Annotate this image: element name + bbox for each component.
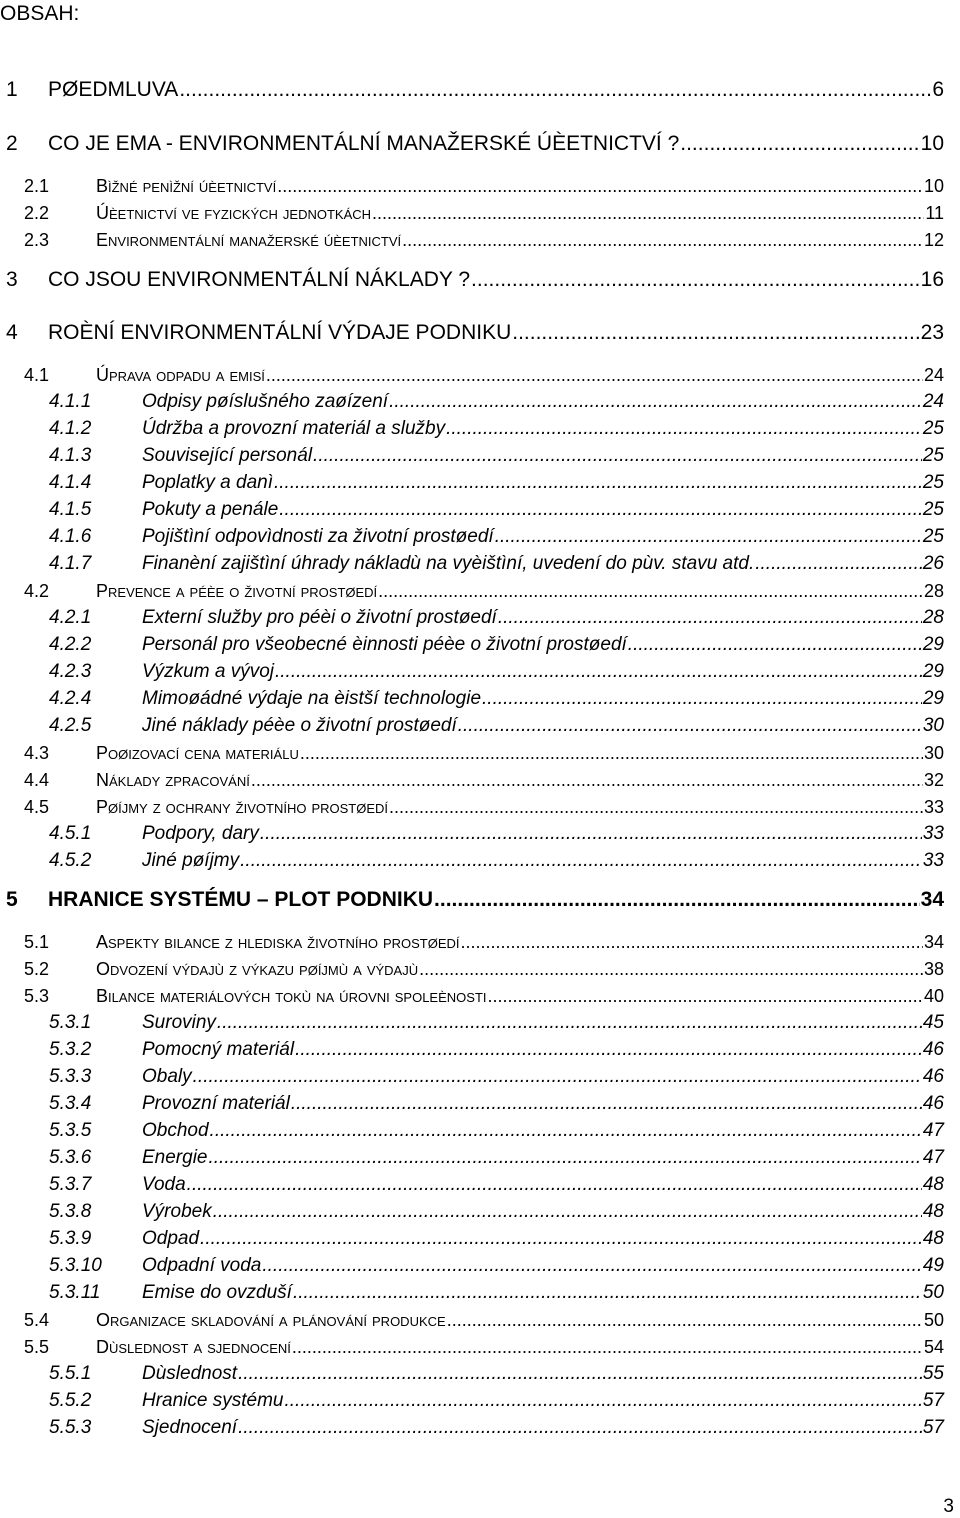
entry-page: 33 xyxy=(922,850,944,871)
entry-page: 34 xyxy=(923,932,944,952)
entry-number: 4.4 xyxy=(24,770,50,790)
entry-title: Obaly xyxy=(142,1066,192,1087)
entry-number: 5.3.6 xyxy=(49,1147,92,1168)
entry-number: 5.2 xyxy=(24,959,50,979)
entry-page: 28 xyxy=(923,581,944,601)
entry-title: Externí služby pro péèi o životní prostøedí xyxy=(142,607,497,628)
entry-page: 28 xyxy=(922,607,944,628)
entry-page: 16 xyxy=(920,268,944,291)
entry-page: 30 xyxy=(922,715,944,736)
leader-dots xyxy=(251,767,923,793)
entry-title: Úprava odpadu a emisí xyxy=(96,365,265,385)
leader-dots xyxy=(458,713,922,739)
leader-dots xyxy=(292,1334,923,1360)
entry-number: 5 xyxy=(6,888,18,911)
entry-page: 24 xyxy=(922,391,944,412)
entry-page: 54 xyxy=(923,1337,944,1357)
entry-number: 4.1.4 xyxy=(49,472,92,493)
entry-number: 5.3.1 xyxy=(49,1012,92,1033)
entry-title: Dùslednost xyxy=(142,1363,238,1384)
leader-dots xyxy=(277,173,923,199)
entry-title: Související personál xyxy=(142,445,313,466)
entry-number: 4.1.3 xyxy=(49,445,92,466)
page-number: 3 xyxy=(943,1496,954,1517)
leader-dots xyxy=(238,1415,922,1441)
leader-dots xyxy=(295,1037,922,1063)
entry-number: 5.3.11 xyxy=(49,1282,101,1303)
entry-number: 5.3.7 xyxy=(49,1174,92,1195)
leader-dots xyxy=(434,887,920,913)
entry-title: Emise do ovzduší xyxy=(142,1282,292,1303)
entry-number: 4.1.7 xyxy=(49,553,92,574)
leader-dots xyxy=(210,1118,922,1144)
entry-number: 5.3.2 xyxy=(49,1039,92,1060)
leader-dots xyxy=(238,1361,922,1387)
leader-dots xyxy=(266,362,923,388)
entry-page: 48 xyxy=(922,1174,944,1195)
entry-number: 5.3.5 xyxy=(49,1120,92,1141)
entry-number: 5.5.1 xyxy=(49,1363,92,1384)
entry-number: 4.2.3 xyxy=(49,661,92,682)
entry-number: 4.1.6 xyxy=(49,526,92,547)
entry-number: 1 xyxy=(6,78,18,101)
entry-title: Výrobek xyxy=(142,1201,212,1222)
leader-dots xyxy=(680,131,919,157)
entry-number: 5.3.9 xyxy=(49,1228,92,1249)
entry-number: 4.2.2 xyxy=(49,634,92,655)
entry-number: 4.5.2 xyxy=(49,850,92,871)
entry-page: 47 xyxy=(922,1120,944,1141)
entry-title: Sjednocení xyxy=(142,1417,238,1438)
entry-page: 24 xyxy=(923,365,944,385)
leader-dots xyxy=(262,1253,921,1279)
entry-number: 2 xyxy=(6,132,18,155)
entry-page: 29 xyxy=(922,661,944,682)
entry-title: Finanèní zajištìní úhrady nákladù na vyèištìní, uvedení do pùv. stavu atd. xyxy=(142,553,755,574)
entry-number: 5.5 xyxy=(24,1337,50,1357)
entry-page: 32 xyxy=(923,770,944,790)
entry-number: 4.2.5 xyxy=(49,715,92,736)
leader-dots xyxy=(275,659,922,685)
leader-dots xyxy=(209,1145,922,1171)
entry-page: 25 xyxy=(922,445,944,466)
entry-page: 50 xyxy=(922,1282,944,1303)
entry-page: 45 xyxy=(922,1012,944,1033)
entry-number: 3 xyxy=(6,268,18,291)
leader-dots xyxy=(471,267,920,293)
entry-title: ROÈNÍ ENVIRONMENTÁLNÍ VÝDAJE PODNIKU xyxy=(48,321,512,344)
entry-number: 4.2.4 xyxy=(49,688,92,709)
entry-title: Personál pro všeobecné èinnosti péèe o životní prostøedí xyxy=(142,634,627,655)
leader-dots xyxy=(389,794,923,820)
entry-title: Environmentální manažerské úèetnictví xyxy=(96,230,402,250)
leader-dots xyxy=(313,443,922,469)
entry-page: 55 xyxy=(922,1363,944,1384)
entry-title: Poøizovací cena materiálu xyxy=(96,743,299,763)
entry-title: Úèetnictví ve fyzických jednotkách xyxy=(96,203,372,223)
leader-dots xyxy=(240,848,922,874)
entry-title: Suroviny xyxy=(142,1012,216,1033)
entry-title: Hranice systému xyxy=(142,1390,284,1411)
entry-number: 4.1 xyxy=(24,365,50,385)
leader-dots xyxy=(488,983,923,1009)
entry-page: 26 xyxy=(922,553,944,574)
entry-title: Odpisy pøíslušného zaøízení xyxy=(142,391,389,412)
entry-page: 38 xyxy=(923,959,944,979)
leader-dots xyxy=(260,821,922,847)
entry-title: HRANICE SYSTÉMU – PLOT PODNIKU xyxy=(48,888,434,911)
entry-page: 23 xyxy=(920,321,944,344)
leader-dots xyxy=(293,1280,922,1306)
entry-page: 57 xyxy=(922,1417,944,1438)
leader-dots xyxy=(419,956,923,982)
entry-page: 34 xyxy=(920,888,944,911)
leader-dots xyxy=(447,1307,923,1333)
leader-dots xyxy=(279,497,922,523)
entry-title: Pojištìní odpovìdnosti za životní prostøedí xyxy=(142,526,494,547)
leader-dots xyxy=(389,389,922,415)
entry-number: 5.3.8 xyxy=(49,1201,92,1222)
entry-number: 4.5.1 xyxy=(49,823,92,844)
leader-dots xyxy=(755,551,922,577)
entry-page: 57 xyxy=(922,1390,944,1411)
leader-dots xyxy=(495,524,922,550)
entry-title: Pokuty a penále xyxy=(142,499,279,520)
entry-page: 48 xyxy=(922,1228,944,1249)
entry-title: Jiné pøíjmy xyxy=(142,850,240,871)
entry-number: 4.5 xyxy=(24,797,50,817)
leader-dots xyxy=(512,320,919,346)
entry-number: 5.3.3 xyxy=(49,1066,92,1087)
entry-title: Obchod xyxy=(142,1120,209,1141)
entry-number: 4 xyxy=(6,321,18,344)
entry-number: 4.1.5 xyxy=(49,499,92,520)
entry-number: 4.1.2 xyxy=(49,418,92,439)
entry-page: 48 xyxy=(922,1201,944,1222)
entry-page: 12 xyxy=(923,230,944,250)
leader-dots xyxy=(372,200,924,226)
entry-page: 11 xyxy=(925,203,944,223)
entry-page: 25 xyxy=(922,526,944,547)
entry-title: Odpadní voda xyxy=(142,1255,262,1276)
entry-page: 33 xyxy=(923,797,944,817)
entry-title: Prevence a péèe o životní prostøedí xyxy=(96,581,378,601)
entry-page: 10 xyxy=(923,176,944,196)
entry-number: 5.4 xyxy=(24,1310,50,1330)
leader-dots xyxy=(446,416,922,442)
entry-title: Poplatky a danì xyxy=(142,472,273,493)
entry-title: Jiné náklady péèe o životní prostøedí xyxy=(142,715,457,736)
entry-number: 2.2 xyxy=(24,203,50,223)
entry-number: 5.1 xyxy=(24,932,50,952)
entry-page: 6 xyxy=(932,78,944,101)
entry-title: CO JE EMA - ENVIRONMENTÁLNÍ MANAŽERSKÉ ÚÈETNICTVÍ ? xyxy=(48,132,680,155)
entry-title: Energie xyxy=(142,1147,208,1168)
entry-number: 4.3 xyxy=(24,743,50,763)
leader-dots xyxy=(482,686,922,712)
entry-title: Pøíjmy z ochrany životního prostøedí xyxy=(96,797,389,817)
leader-dots xyxy=(378,578,923,604)
entry-page: 25 xyxy=(922,499,944,520)
entry-number: 2.3 xyxy=(24,230,50,250)
entry-title: Podpory, dary xyxy=(142,823,259,844)
entry-page: 40 xyxy=(923,986,944,1006)
leader-dots xyxy=(291,1091,922,1117)
entry-number: 4.1.1 xyxy=(49,391,92,412)
leader-dots xyxy=(187,1172,922,1198)
entry-title: Organizace skladování a plánování produkce xyxy=(96,1310,446,1330)
leader-dots xyxy=(200,1226,922,1252)
entry-number: 4.2 xyxy=(24,581,50,601)
entry-title: Provozní materiál xyxy=(142,1093,290,1114)
entry-number: 5.3 xyxy=(24,986,50,1006)
leader-dots xyxy=(498,605,922,631)
leader-dots xyxy=(300,740,923,766)
leader-dots xyxy=(285,1388,922,1414)
entry-title: Odvození výdajù z výkazu pøíjmù a výdajù xyxy=(96,959,419,979)
entry-title: Voda xyxy=(142,1174,186,1195)
entry-title: Aspekty bilance z hlediska životního prostøedí xyxy=(96,932,460,952)
entry-title: Výzkum a vývoj xyxy=(142,661,274,682)
leader-dots xyxy=(628,632,922,658)
entry-page: 49 xyxy=(922,1255,944,1276)
leader-dots xyxy=(274,470,922,496)
entry-page: 46 xyxy=(922,1093,944,1114)
entry-page: 50 xyxy=(923,1310,944,1330)
entry-title: PØEDMLUVA xyxy=(48,78,179,101)
leader-dots xyxy=(179,77,931,103)
leader-dots xyxy=(402,227,923,253)
entry-number: 5.3.4 xyxy=(49,1093,92,1114)
entry-page: 25 xyxy=(922,472,944,493)
page-title: OBSAH: xyxy=(0,2,80,25)
entry-title: Bìžné penìžní úèetnictví xyxy=(96,176,277,196)
leader-dots xyxy=(217,1010,922,1036)
entry-number: 2.1 xyxy=(24,176,50,196)
entry-title: Dùslednost a sjednocení xyxy=(96,1337,291,1357)
entry-page: 29 xyxy=(922,634,944,655)
leader-dots xyxy=(461,929,923,955)
entry-page: 47 xyxy=(922,1147,944,1168)
entry-title: Pomocný materiál xyxy=(142,1039,295,1060)
entry-page: 30 xyxy=(923,743,944,763)
entry-page: 46 xyxy=(922,1039,944,1060)
entry-page: 33 xyxy=(922,823,944,844)
entry-page: 10 xyxy=(920,132,944,155)
leader-dots xyxy=(213,1199,922,1225)
entry-title: CO JSOU ENVIRONMENTÁLNÍ NÁKLADY ? xyxy=(48,268,471,291)
entry-title: Mimoøádné výdaje na èistší technologie xyxy=(142,688,482,709)
entry-title: Bilance materiálových tokù na úrovni spoleènosti xyxy=(96,986,487,1006)
entry-title: Údržba a provozní materiál a služby xyxy=(142,418,446,439)
entry-page: 25 xyxy=(922,418,944,439)
entry-number: 5.5.2 xyxy=(49,1390,92,1411)
leader-dots xyxy=(193,1064,922,1090)
entry-number: 5.3.10 xyxy=(49,1255,102,1276)
entry-number: 4.2.1 xyxy=(49,607,92,628)
entry-page: 46 xyxy=(922,1066,944,1087)
entry-title: Náklady zpracování xyxy=(96,770,250,790)
entry-title: Odpad xyxy=(142,1228,200,1249)
entry-page: 29 xyxy=(922,688,944,709)
entry-number: 5.5.3 xyxy=(49,1417,92,1438)
